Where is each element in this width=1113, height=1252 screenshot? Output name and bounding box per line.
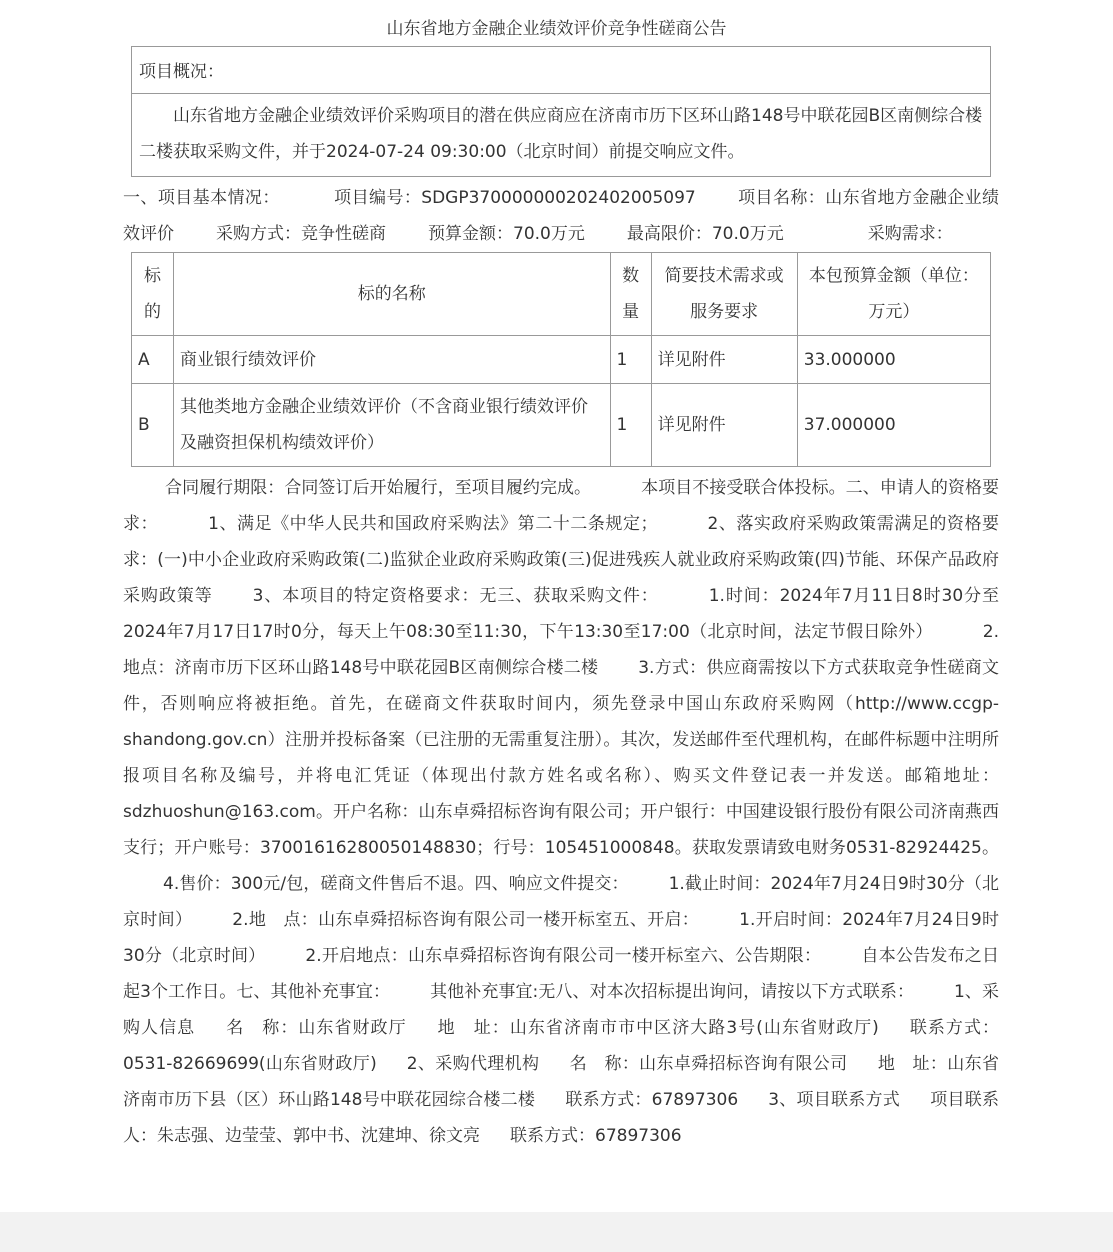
detail-segment: 1、满足《中华人民共和国政府采购法》第二十二条规定； — [208, 514, 658, 534]
detail-segment: 2、采购代理机构 — [406, 1054, 540, 1074]
table-header-row — [132, 253, 991, 336]
detail-segment: 名 称：山东卓舜招标咨询有限公司 — [569, 1054, 848, 1074]
detail-segment: 1.截止时间：2024年7月24日9时30分（北京时间） — [123, 874, 999, 930]
project-name: 项目名称：山东省地方金融企业绩效评价 — [123, 188, 999, 244]
detail-segment: 其他补充事宜:无八、对本次招标提出询问，请按以下方式联系： — [430, 982, 915, 1002]
row-amount: 33.000000 — [797, 336, 990, 384]
detail-segment: 联系方式：0531-82669699(山东省财政厅) — [123, 1018, 1000, 1074]
procurement-demand: 采购需求： — [867, 224, 953, 244]
detail-segment: 联系方式：67897306 — [565, 1090, 739, 1110]
basic-info — [123, 180, 999, 252]
table-header-cell: 数量 — [610, 253, 651, 336]
detail-segment: 本项目不接受联合体投标。二、申请人的资格要求： — [123, 478, 1000, 534]
table-row — [132, 384, 991, 467]
procurement-method: 采购方式：竞争性磋商 — [216, 224, 386, 244]
detail-segment: 名 称：山东省财政厅 — [225, 1018, 407, 1038]
row-name: 其他类地方金融企业绩效评价（不含商业银行绩效评价及融资担保机构绩效评价） — [174, 384, 611, 467]
detail-segment: 3.方式：供应商需按以下方式获取竞争性磋商文件，否则响应将被拒绝。首先，在磋商文件获取时间内，须先登录中国山东政府采购网（http://www.ccgp-shandong.gov.cn）注册并投标备案（已注册的无需重复注册）。其次，发送邮件至代理机构，在邮件标题中注明所报项目名称及编号，并将电汇凭证（体现出付款方姓名或名称）、购买文件登记表一并发送。邮箱地址：sdzhuoshun@163.com。开户名称：山东卓舜招标咨询有限公司；开户银行：中国建设银行股份有限公司济南燕西支行；开户账号：37001616280050148830；行号：105451000848。获取发票请致电财务0531-82924425。 — [123, 658, 999, 858]
detail-segment: 1.开启时间：2024年7月24日9时30分（北京时间） — [123, 910, 1000, 966]
detail-segment: 地 址：山东省济南市历下县（区）环山路148号中联花园综合楼二楼 — [123, 1054, 999, 1110]
table-header-cell: 标的 — [132, 253, 174, 336]
project-overview-box — [131, 46, 991, 177]
detail-segment: 4.售价：300元/包，磋商文件售后不退。四、响应文件提交： — [163, 874, 629, 894]
page-title: 山东省地方金融企业绩效评价竞争性磋商公告 — [386, 19, 727, 39]
detail-segment: 2.开启地点：山东卓舜招标咨询有限公司一楼开标室六、公告期限： — [305, 946, 822, 966]
page-footer-band — [0, 1212, 1113, 1252]
items-table — [131, 252, 991, 467]
detail-segment: 2.地点：济南市历下区环山路148号中联花园B区南侧综合楼二楼 — [123, 622, 999, 678]
detail-segment: 项目联系人：朱志强、边莹莹、郭中书、沈建坤、徐文亮 — [123, 1090, 1000, 1146]
row-index: A — [132, 336, 174, 384]
detail-segment: 1.时间：2024年7月11日8时30分至2024年7月17日17时0分，每天上午08:30至11:30，下午13:30至17:00（北京时间，法定节假日除外） — [123, 586, 999, 642]
detail-segment: 联系方式：67897306 — [510, 1126, 682, 1146]
detail-segment: 3、项目联系方式 — [768, 1090, 901, 1110]
row-qty: 1 — [610, 384, 651, 467]
budget-amount: 预算金额：70.0万元 — [428, 224, 585, 244]
row-qty: 1 — [610, 336, 651, 384]
max-price: 最高限价：70.0万元 — [626, 224, 784, 244]
row-desc: 详见附件 — [651, 336, 797, 384]
detail-segment: 2、落实政府采购政策需满足的资格要求：(一)中小企业政府采购政策(二)监狱企业政府采购政策(三)促进残疾人就业政府采购政策(四)节能、环保产品政府采购政策等 — [123, 514, 999, 606]
table-header-cell: 本包预算金额（单位：万元） — [797, 253, 990, 336]
overview-body: 山东省地方金融企业绩效评价采购项目的潜在供应商应在济南市历下区环山路148号中联花园B区南侧综合楼二楼获取采购文件，并于2024-07-24 09:30:00（北京时间）前提交响应文件。 — [139, 106, 983, 162]
detail-segment: 1、采购人信息 — [123, 982, 999, 1038]
details-text — [123, 470, 999, 1154]
row-amount: 37.000000 — [797, 384, 990, 467]
detail-segment: 合同履行期限：合同签订后开始履行，至项目履约完成。 — [165, 478, 592, 498]
row-index: B — [132, 384, 174, 467]
basic-section: 一、项目基本情况： — [123, 188, 280, 208]
table-header-cell: 简要技术需求或服务要求 — [651, 253, 797, 336]
row-desc: 详见附件 — [651, 384, 797, 467]
table-row — [132, 336, 991, 384]
overview-header: 项目概况： — [132, 47, 990, 94]
detail-segment: 2.地 点：山东卓舜招标咨询有限公司一楼开标室五、开启： — [232, 910, 700, 930]
detail-segment: 3、本项目的特定资格要求：无三、获取采购文件： — [252, 586, 659, 606]
table-header-cell: 标的名称 — [174, 253, 611, 336]
detail-segment: 自本公告发布之日起3个工作日。七、其他补充事宜： — [123, 946, 1000, 1002]
detail-segment: 地 址：山东省济南市市中区济大路3号(山东省财政厅) — [436, 1018, 879, 1038]
row-name: 商业银行绩效评价 — [174, 336, 611, 384]
project-number: 项目编号：SDGP370000000202402005097 — [333, 188, 696, 208]
